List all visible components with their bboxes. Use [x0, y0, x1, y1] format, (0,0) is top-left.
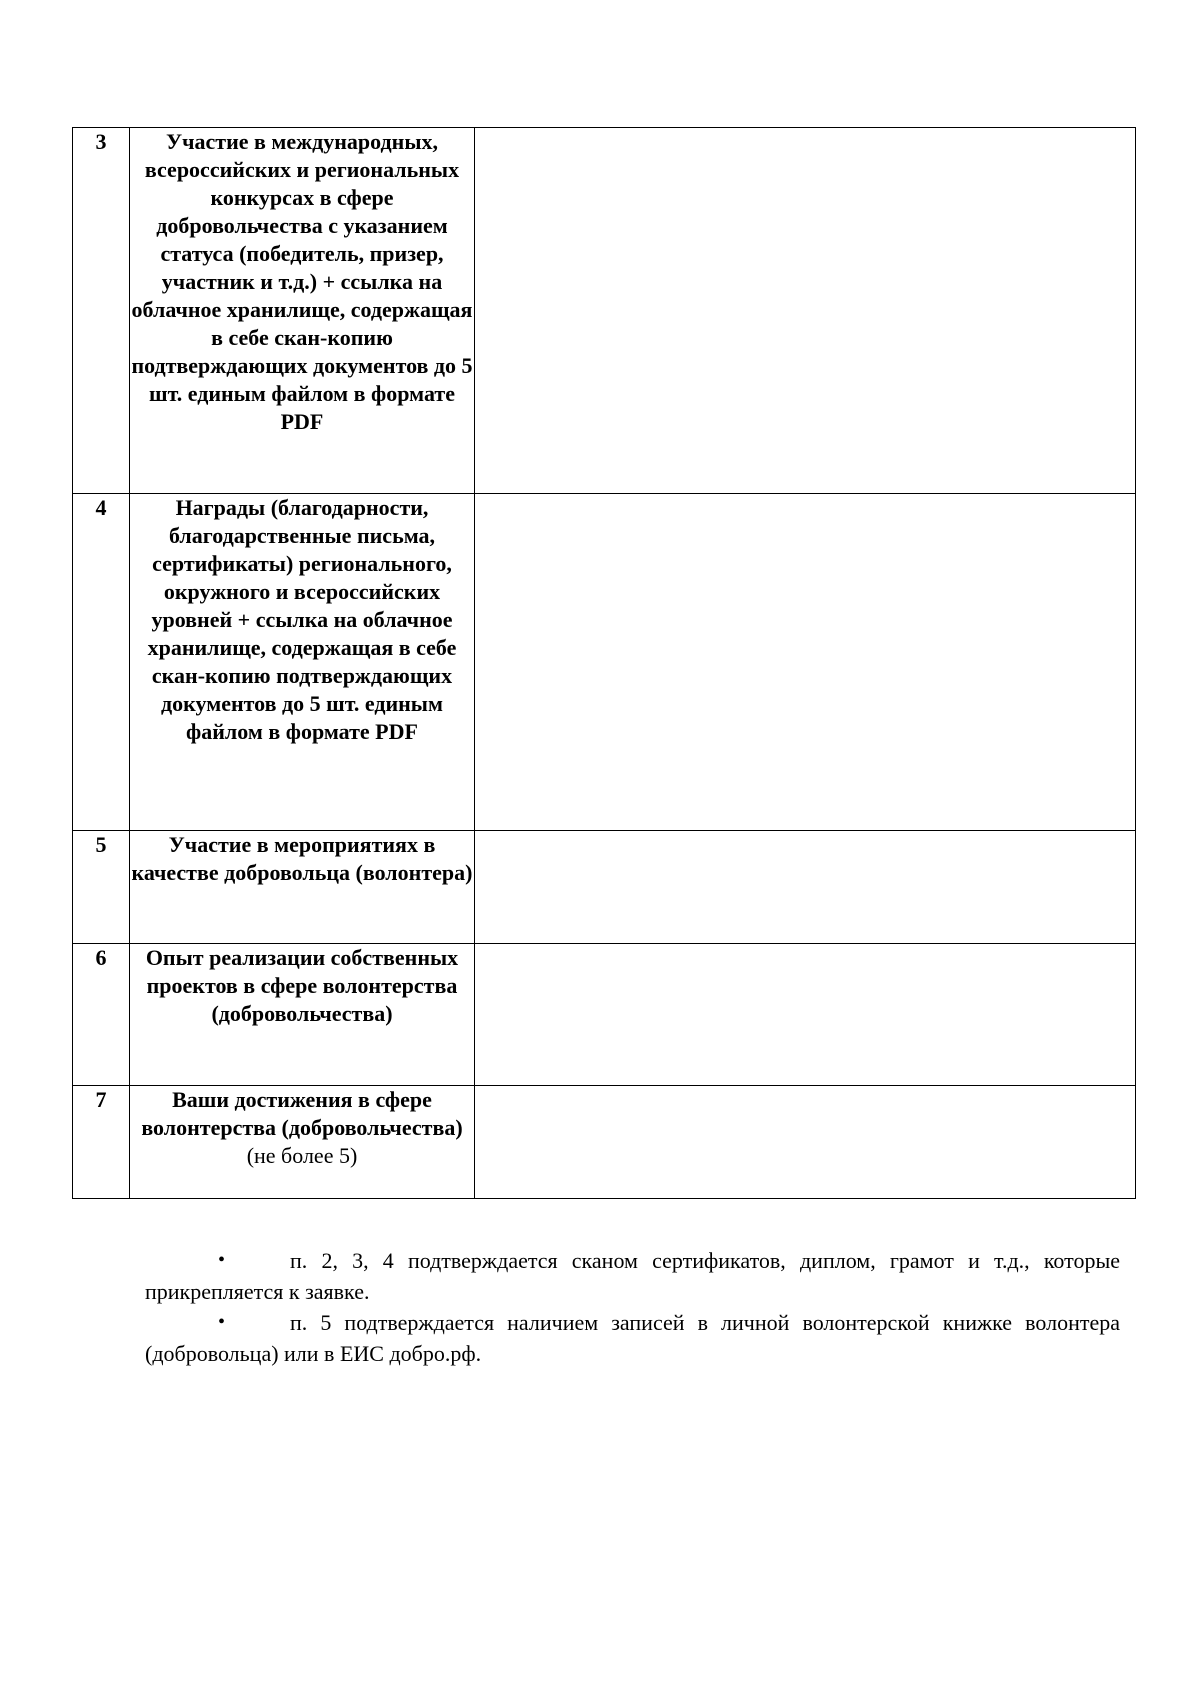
table-row — [73, 1086, 1136, 1199]
table-row — [73, 128, 1136, 494]
answer-cell[interactable] — [475, 1086, 1136, 1199]
row-label — [130, 1086, 475, 1199]
row-label — [130, 128, 475, 494]
answer-cell[interactable] — [475, 944, 1136, 1086]
bullet-icon: • — [218, 1249, 226, 1271]
achievements-table — [72, 127, 1136, 1199]
note-text: п. 5 подтверждается наличием записей в личной волонтерской книжке волонтера (добровольца) или в ЕИС добро.рф. — [145, 1310, 1120, 1366]
row-label-note: (не более 5) — [246, 1143, 358, 1168]
row-label-text: Ваши достижения в сфере волонтерства (добровольчества) — [141, 1087, 463, 1140]
row-number: 6 — [73, 944, 130, 1086]
table-row — [73, 831, 1136, 944]
answer-cell[interactable] — [475, 494, 1136, 831]
row-label — [130, 494, 475, 831]
row-label — [130, 944, 475, 1086]
row-number: 7 — [73, 1086, 130, 1199]
table-row — [73, 494, 1136, 831]
note-item — [145, 1307, 1120, 1369]
note-text: п. 2, 3, 4 подтверждается сканом сертификатов, диплом, грамот и т.д., которые прикрепляется к заявке. — [145, 1248, 1120, 1304]
row-label — [130, 831, 475, 944]
row-label-text: Награды (благодарности, благодарственные письма, сертификаты) регионального, окружного и всероссийских уровней + ссылка на облачное хранилище, содержащая в себе скан-копию подтверждающих документов до 5 шт. единым файлом в формате PDF — [147, 495, 457, 744]
row-number: 5 — [73, 831, 130, 944]
row-number: 4 — [73, 494, 130, 831]
answer-cell[interactable] — [475, 831, 1136, 944]
row-number: 3 — [73, 128, 130, 494]
row-label-text: Участие в международных, всероссийских и региональных конкурсах в сфере добровольчества с указанием статуса (победитель, призер, участник и т.д.) + ссылка на облачное хранилище, содержащая в себе скан-копию подтверждающих документов до 5 шт. единым файлом в формате PDF — [131, 129, 473, 434]
note-item — [145, 1245, 1120, 1307]
bullet-icon: • — [218, 1311, 226, 1333]
answer-cell[interactable] — [475, 128, 1136, 494]
table-row — [73, 944, 1136, 1086]
row-label-text: Участие в мероприятиях в качестве добровольца (волонтера) — [131, 832, 473, 885]
row-label-text: Опыт реализации собственных проектов в сфере волонтерства (добровольчества) — [145, 945, 459, 1026]
notes-list — [145, 1245, 1120, 1369]
